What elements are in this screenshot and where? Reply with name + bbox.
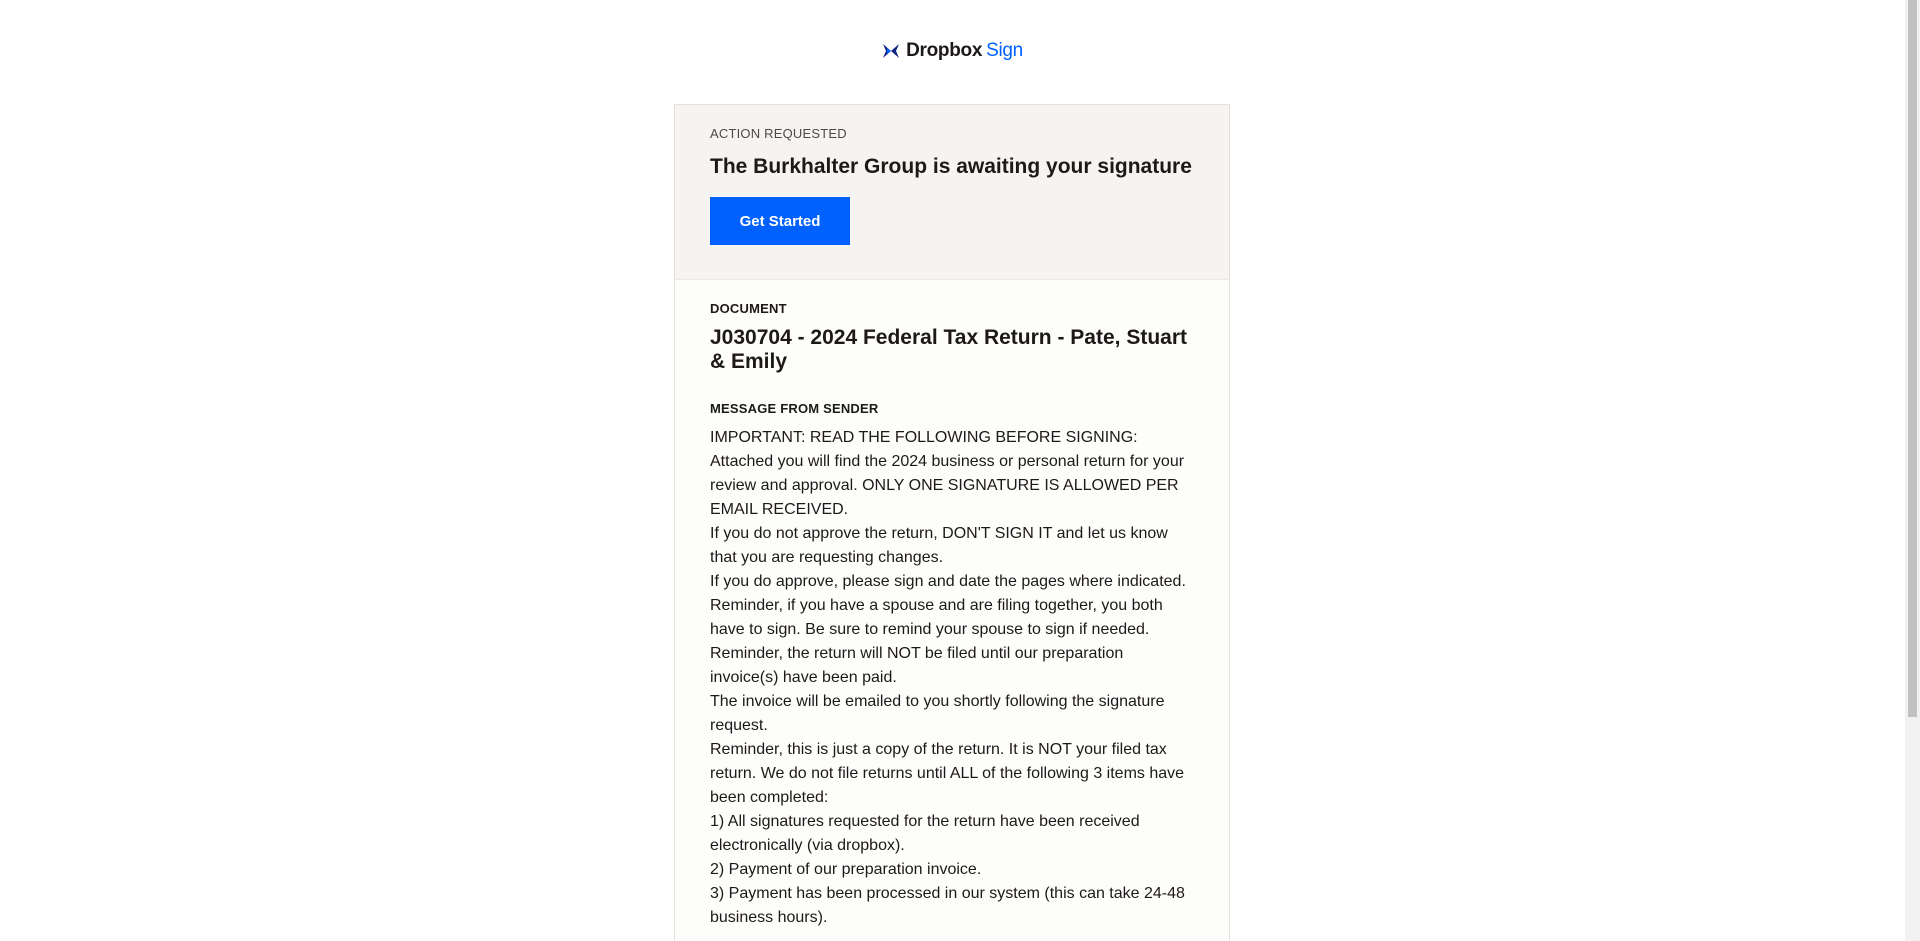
action-requested-panel [675, 105, 1229, 280]
sender-message [710, 426, 1194, 930]
product-name: Sign [986, 40, 1023, 61]
get-started-button[interactable]: Get Started [710, 197, 850, 245]
header [0, 0, 1905, 104]
message-label: MESSAGE FROM SENDER [710, 401, 879, 416]
brand-name: Dropbox [906, 40, 983, 61]
action-title: The Burkhalter Group is awaiting your signature [710, 155, 1192, 178]
message-line: Reminder, the return will NOT be filed until our preparation invoice(s) have been paid. [710, 645, 1124, 686]
message-line: The invoice will be emailed to you shortly following the signature request. [710, 693, 1165, 734]
action-eyebrow: ACTION REQUESTED [710, 126, 847, 141]
page-scrollbar[interactable] [1905, 0, 1920, 941]
message-line: IMPORTANT: READ THE FOLLOWING BEFORE SIGNING: [710, 429, 1138, 446]
message-line: Attached you will find the 2024 business or personal return for your review and approval. ONLY ONE SIGNATURE IS ALLOWED PER EMAIL RECEIVED. [710, 453, 1185, 518]
document-label: DOCUMENT [710, 301, 787, 316]
signature-request-card [674, 104, 1230, 941]
message-line: 1) All signatures requested for the return have been received electronically (via dropbox). [710, 813, 1140, 854]
message-line: 3) Payment has been processed in our system (this can take 24-48 business hours). [710, 885, 1185, 926]
message-line: If you do not approve the return, DON'T SIGN IT and let us know that you are requesting changes. [710, 525, 1168, 566]
dropbox-logo-icon [882, 43, 900, 59]
dropbox-sign-logo[interactable] [882, 40, 1023, 62]
message-line: If you do approve, please sign and date the pages where indicated. [710, 573, 1186, 590]
document-details [675, 280, 1229, 930]
message-line: Reminder, this is just a copy of the return. It is NOT your filed tax return. We do not file returns until ALL of the following 3 items have been completed: [710, 741, 1185, 806]
document-title: J030704 - 2024 Federal Tax Return - Pate, Stuart & Emily [710, 326, 1187, 373]
scrollbar-thumb[interactable] [1908, 0, 1917, 717]
message-line: 2) Payment of our preparation invoice. [710, 861, 982, 878]
message-line: Reminder, if you have a spouse and are filing together, you both have to sign. Be sure to remind your spouse to sign if needed. [710, 597, 1163, 638]
